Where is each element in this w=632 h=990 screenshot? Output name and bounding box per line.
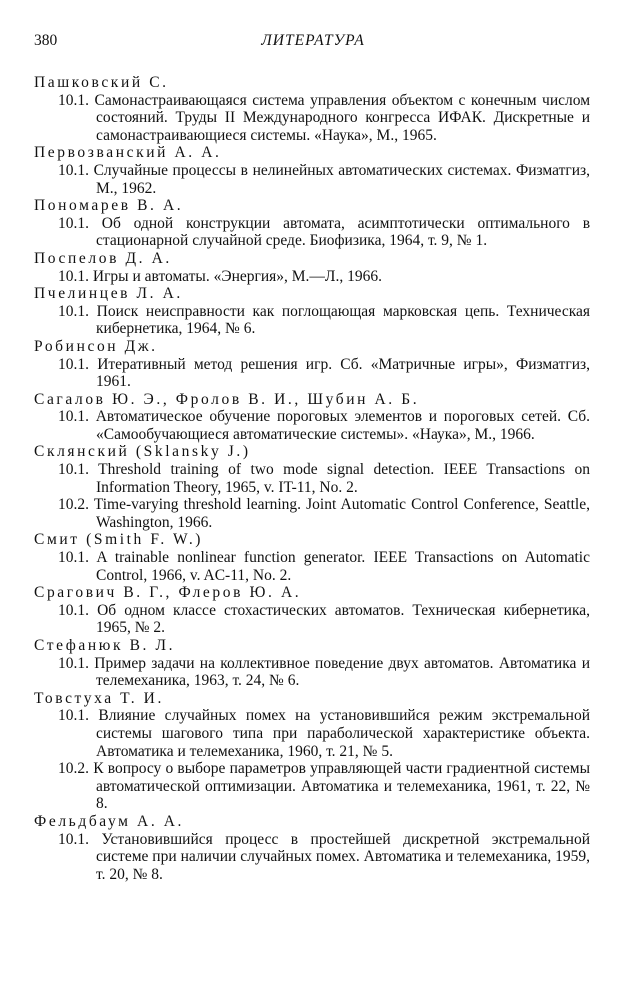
reference-number: 10.1. xyxy=(58,91,89,109)
reference-number: 10.1. xyxy=(58,161,89,179)
entry-author: Срагович В. Г., Флеров Ю. А. xyxy=(34,584,302,602)
reference-number: 10.1. xyxy=(58,707,89,725)
bibliography-entry xyxy=(34,637,590,690)
reference-item xyxy=(34,162,590,197)
reference-item xyxy=(34,268,590,286)
reference-item xyxy=(34,549,590,584)
reference-item xyxy=(34,496,590,531)
reference-number: 10.1. xyxy=(58,355,89,373)
reference-item xyxy=(34,461,590,496)
reference-text: Автоматическое обучение пороговых элементов и пороговых сетей. Сб. «Самообучающиеся автоматические системы». «Наука», М., 1966. xyxy=(95,408,591,443)
entry-author: Стефанюк В. Л. xyxy=(34,637,176,654)
reference-text: Об одной конструкции автомата, асимптотически оптимального в стационарной случайной среде. Биофизика, 1964, т. 9, № 1. xyxy=(96,214,591,250)
reference-number: 10.1. xyxy=(58,654,89,672)
bibliography-entry xyxy=(34,531,590,584)
reference-item xyxy=(34,760,590,813)
bibliography-entry xyxy=(34,584,590,637)
entry-author: Первозванский А. А. xyxy=(34,144,222,162)
reference-item xyxy=(34,356,590,391)
entry-author: Фельдбаум А. А. xyxy=(34,812,185,830)
reference-text: Пример задачи на коллективное поведение двух автоматов. Автоматика и телемеханика, 1963, т. 24, № 6. xyxy=(94,654,590,690)
running-title: ЛИТЕРАТУРА xyxy=(261,32,365,49)
entry-author: Товстуха Т. И. xyxy=(34,689,164,707)
reference-text: Самонастраивающаяся система управления объектом с конечным числом состояний. Труды II Международного конгресса ИФАК. Дискретные и самонастраивающиеся системы. «Наука», М., 1965. xyxy=(94,91,591,144)
reference-text: К вопросу о выборе параметров управляющей части градиентной системы автоматической оптимизации. Автоматика и телемеханика, 1961, т. 22, № 8. xyxy=(93,760,590,813)
page-number: 380 xyxy=(34,32,58,49)
reference-text: Установившийся процесс в простейшей дискретной экстремальной системе при наличии случайных помех. Автоматика и телемеханика, 1959, т. 20, № 8. xyxy=(96,830,590,883)
reference-number: 10.1. xyxy=(58,267,89,285)
bibliography-entry xyxy=(34,338,590,391)
reference-item xyxy=(34,92,590,145)
reference-item xyxy=(34,655,590,690)
reference-number: 10.1. xyxy=(58,549,89,567)
reference-text: Об одном классе стохастических автоматов. Техническая кибернетика, 1965, № 2. xyxy=(96,601,591,637)
reference-number: 10.1. xyxy=(58,214,89,232)
reference-text: Итеративный метод решения игр. Сб. «Матричные игры», Физматгиз, 1961. xyxy=(96,355,590,391)
reference-text: Влияние случайных помех на установившийся режим экстремальной системы шагового типа при параболической характеристике объекта. Автоматика и телемеханика, 1960, т. 21, № 5. xyxy=(96,707,590,760)
bibliography-entry xyxy=(34,197,590,250)
entry-author: Сагалов Ю. Э., Фролов В. И., Шубин А. Б. xyxy=(34,390,420,408)
reference-number: 10.2. xyxy=(58,760,89,778)
entry-author: Пономарев В. А. xyxy=(34,197,184,215)
page-header xyxy=(34,32,592,52)
reference-number: 10.1. xyxy=(58,830,89,848)
entry-author: Пчелинцев Л. А. xyxy=(34,285,183,303)
reference-number: 10.2. xyxy=(58,496,89,514)
reference-text: Time-varying threshold learning. Joint Automatic Control Conference, Seattle, Washington, 1966. xyxy=(93,496,590,531)
bibliography-entry xyxy=(34,250,590,285)
entry-author: Пашковский С. xyxy=(34,74,169,91)
reference-item xyxy=(34,707,590,760)
reference-text: Поиск неисправности как поглощающая марковская цепь. Техническая кибернетика, 1964, № 6. xyxy=(96,302,590,338)
bibliography-list xyxy=(34,74,590,883)
entry-author: Склянский (Sklansky J.) xyxy=(34,443,251,461)
reference-item xyxy=(34,303,590,338)
reference-number: 10.1. xyxy=(58,461,89,479)
reference-number: 10.1. xyxy=(58,601,89,619)
reference-text: A trainable nonlinear function generator. IEEE Transactions on Automatic Control, 1966, v. AC-11, No. 2. xyxy=(96,549,590,584)
reference-item xyxy=(34,831,590,884)
reference-item xyxy=(34,215,590,250)
bibliography-entry xyxy=(34,690,590,813)
reference-item xyxy=(34,408,590,443)
bibliography-entry xyxy=(34,144,590,197)
reference-text: Случайные процессы в нелинейных автоматических системах. Физматгиз, М., 1962. xyxy=(93,161,591,197)
reference-number: 10.1. xyxy=(58,408,89,426)
entry-author: Поспелов Д. А. xyxy=(34,249,172,267)
bibliography-entry xyxy=(34,813,590,883)
reference-text: Threshold training of two mode signal detection. IEEE Transactions on Information Theory, 1965, v. IT-11, No. 2. xyxy=(96,461,590,496)
bibliography-entry xyxy=(34,443,590,531)
reference-item xyxy=(34,602,590,637)
bibliography-entry xyxy=(34,74,590,144)
reference-text: Игры и автоматы. «Энергия», М.—Л., 1966. xyxy=(92,267,382,285)
entry-author: Смит (Smith F. W.) xyxy=(34,531,204,549)
bibliography-entry xyxy=(34,285,590,338)
bibliography-entry xyxy=(34,391,590,444)
reference-number: 10.1. xyxy=(58,302,89,320)
entry-author: Робинсон Дж. xyxy=(34,337,158,355)
